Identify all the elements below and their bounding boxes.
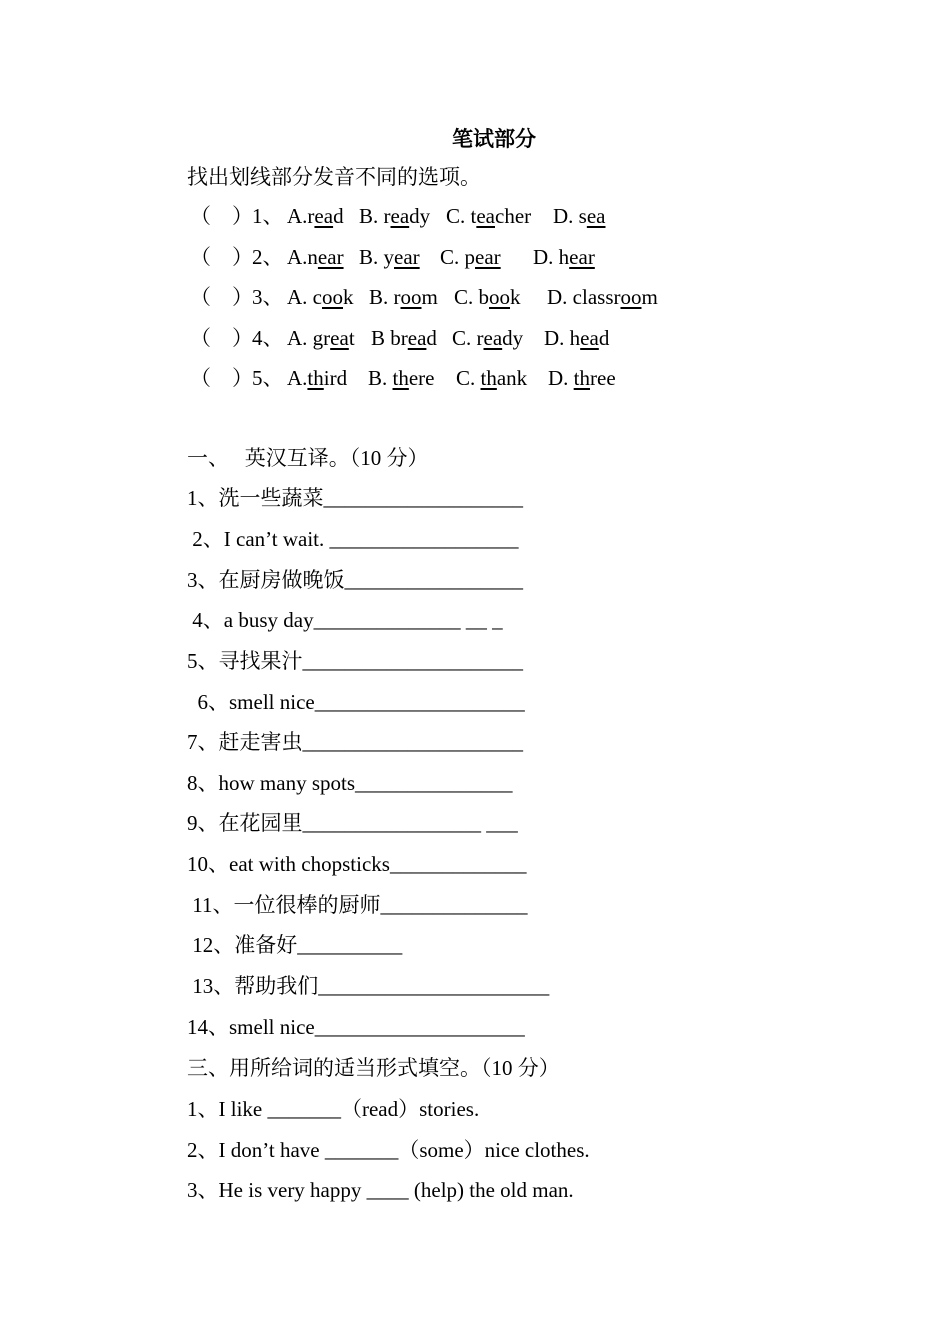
option-c: C. pear: [440, 245, 501, 269]
answer-bracket: （ ）: [190, 245, 253, 269]
question-number: 3、: [252, 285, 284, 309]
option-a: A.near: [287, 245, 344, 269]
phonics-instruction: 找出划线部分发音不同的选项。: [187, 165, 481, 189]
underlined-sound: oo: [489, 285, 511, 309]
option-b: B. ready: [359, 204, 431, 228]
option-c: C. ready: [452, 326, 524, 350]
question-number: 4、: [252, 326, 284, 350]
underlined-sound: oo: [620, 285, 642, 309]
option-b: B. year: [359, 245, 420, 269]
option-b: B bread: [371, 326, 437, 350]
option-b: B. there: [368, 366, 435, 390]
underlined-sound: th: [307, 366, 324, 390]
option-c: C. thank: [456, 366, 528, 390]
option-c: C. teacher: [446, 204, 532, 228]
translation-item: 6、smell nice____________________: [187, 690, 525, 714]
underlined-sound: ea: [314, 204, 334, 228]
option-b: B. room: [369, 285, 438, 309]
answer-bracket: （ ）: [190, 204, 253, 228]
underlined-sound: ea: [407, 326, 427, 350]
option-d: D. hear: [533, 245, 595, 269]
answer-bracket: （ ）: [190, 326, 253, 350]
option-a: A. great: [287, 326, 355, 350]
answer-bracket: （ ）: [190, 366, 253, 390]
translation-item: 7、赶走害虫_____________________: [187, 730, 523, 754]
underlined-sound: ear: [394, 245, 420, 269]
underlined-sound: th: [573, 366, 591, 390]
option-d: D. head: [544, 326, 610, 350]
underlined-sound: th: [392, 366, 409, 390]
translation-item: 12、准备好__________: [187, 933, 403, 957]
translation-item: 4、a busy day______________ __ _: [187, 608, 503, 632]
underlined-sound: oo: [400, 285, 422, 309]
translation-item: 8、how many spots_______________: [187, 771, 513, 795]
translation-item: 2、I can’t wait. __________________: [187, 527, 519, 551]
translation-item: 3、在厨房做晚饭_________________: [187, 568, 523, 592]
question-number: 2、: [252, 245, 284, 269]
option-d: D. three: [548, 366, 616, 390]
fill-blank-item: 1、I like _______（read）stories.: [187, 1097, 480, 1121]
translation-item: 5、寻找果汁_____________________: [187, 649, 523, 673]
section1-heading: 一、 英汉互译。（10 分）: [187, 446, 429, 470]
fill-blank-item: 3、He is very happy ____ (help) the old man.: [187, 1178, 574, 1202]
translation-item: 9、在花园里_________________ ___: [187, 811, 518, 835]
underlined-sound: ea: [580, 326, 599, 350]
answer-bracket: （ ）: [190, 285, 253, 309]
underlined-sound: ear: [317, 245, 344, 269]
page-title: 笔试部分: [452, 127, 536, 151]
section3-heading: 三、用所给词的适当形式填空。（10 分）: [187, 1056, 560, 1080]
underlined-sound: ea: [476, 204, 495, 228]
underlined-sound: oo: [322, 285, 343, 309]
translation-item: 11、一位很棒的厨师______________: [187, 893, 528, 917]
underlined-sound: ear: [475, 245, 501, 269]
translation-item: 14、smell nice____________________: [187, 1015, 525, 1039]
fill-blank-item: 2、I don’t have _______（some）nice clothes.: [187, 1138, 590, 1162]
question-number: 1、: [252, 204, 284, 228]
translation-item: 10、eat with chopsticks_____________: [187, 852, 527, 876]
question-number: 5、: [252, 366, 284, 390]
translation-item: 1、洗一些蔬菜___________________: [187, 486, 523, 510]
underlined-sound: ea: [483, 326, 503, 350]
underlined-sound: ear: [569, 245, 595, 269]
option-c: C. book: [454, 285, 521, 309]
underlined-sound: ea: [586, 204, 606, 228]
underlined-sound: ea: [330, 326, 349, 350]
option-d: D. classroom: [547, 285, 658, 309]
option-a: A.read: [287, 204, 344, 228]
option-a: A.third: [287, 366, 348, 390]
underlined-sound: ea: [390, 204, 410, 228]
underlined-sound: th: [480, 366, 497, 390]
translation-item: 13、帮助我们______________________: [187, 974, 550, 998]
option-a: A. cook: [287, 285, 354, 309]
option-d: D. sea: [553, 204, 606, 228]
